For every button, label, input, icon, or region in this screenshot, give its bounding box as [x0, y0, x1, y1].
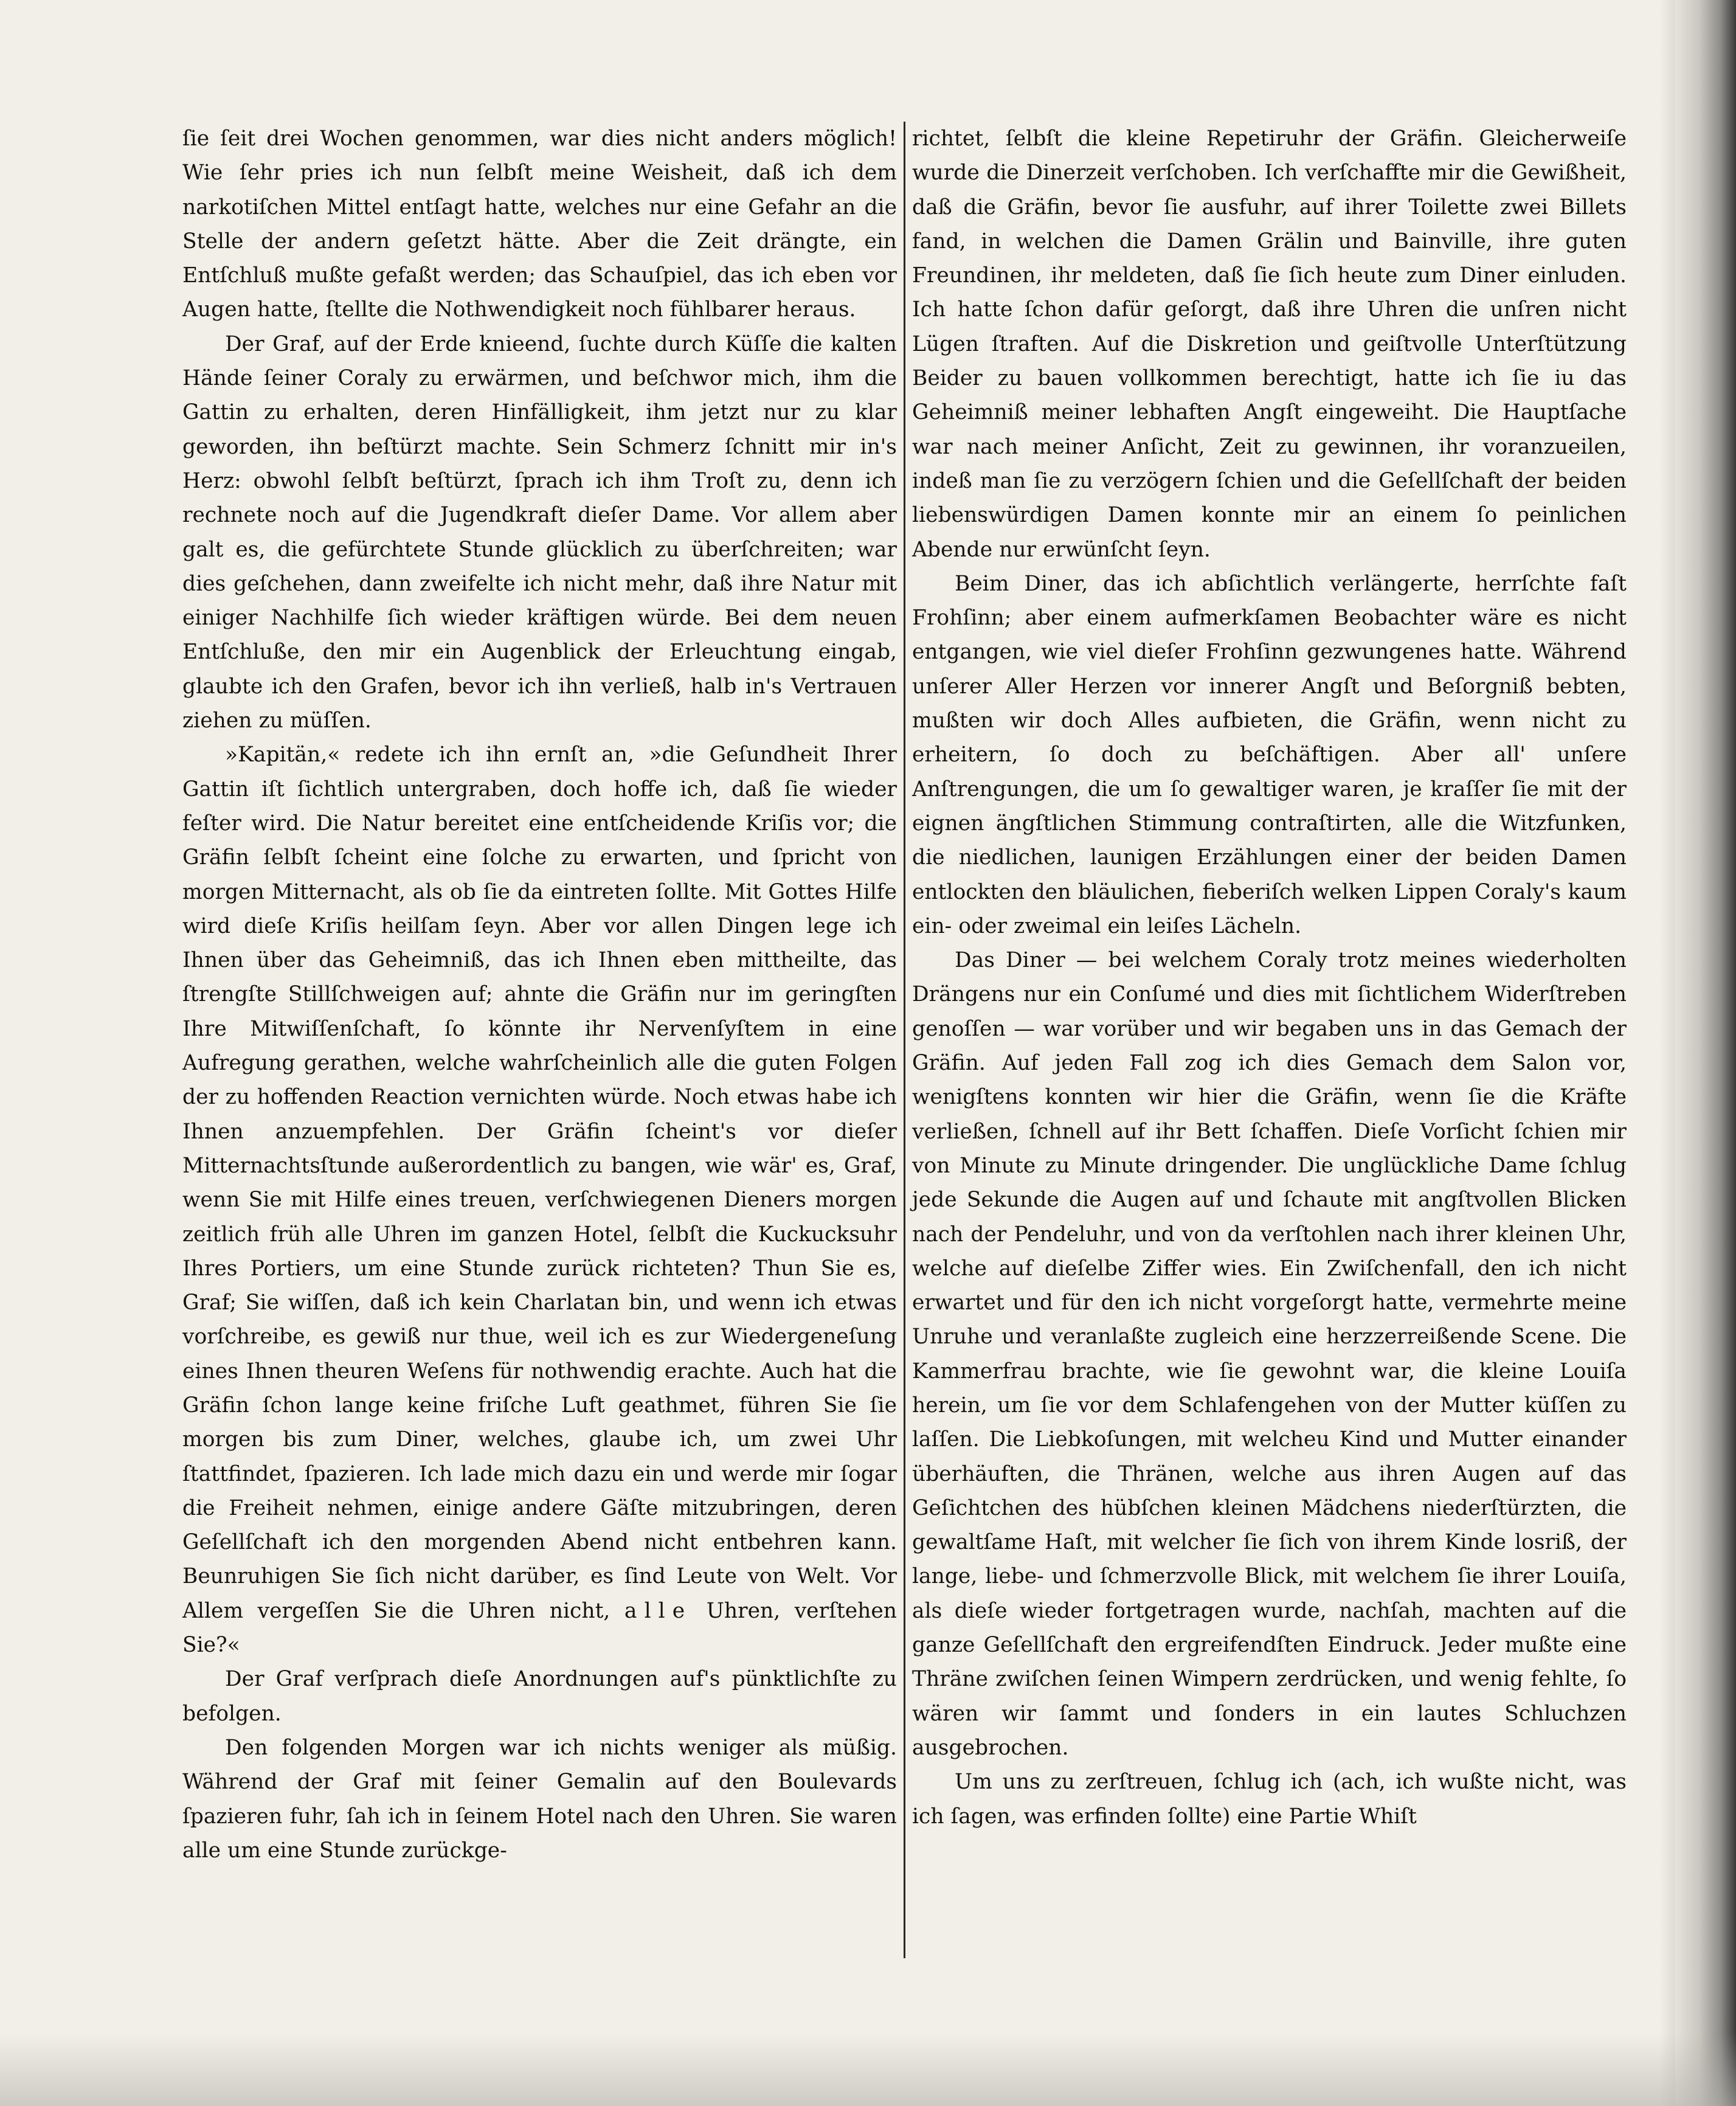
- paragraph: Den folgenden Morgen war ich nichts weniger als müßig. Während der Graf mit ſeiner Gemalin auf den Boulevards ſpazieren fuhr, ſah ich in ſeinem Hotel nach den Uhren. Sie waren alle um eine Stunde zurückge-: [182, 1735, 897, 1863]
- paragraph: richtet, ſelbſt die kleine Repetiruhr der Gräfin. Gleicherweiſe wurde die Dinerzeit verſchoben. Ich verſchaffte mir die Gewißheit, daß die Gräfin, bevor ſie ausfuhr, auf ihrer Toilette zwei Billets fand, in welchen die Damen Grälin und Bainville, ihre guten Freundinen, ihr meldeten, daß ſie ſich heute zum Diner einluden. Ich hatte ſchon dafür geſorgt, daß ihre Uhren die unſren nicht Lügen ſtraften. Auf die Diskretion und geiſtvolle Unterſtützung Beider zu bauen vollkommen berechtigt, hatte ich ſie iu das Geheimniß meiner lebhaften Angſt eingeweiht. Die Hauptſache war nach meiner Anſicht, Zeit zu gewinnen, ihr voranzueilen, indeß man ſie zu verzögern ſchien und die Geſellſchaft der beiden liebenswürdigen Damen konnte mir an einem ſo peinlichen Abende nur erwünſcht ſeyn.: [912, 126, 1627, 562]
- paragraph: Das Diner — bei welchem Coraly trotz meines wiederholten Drängens nur ein Conſumé und dies mit ſichtlichem Widerſtreben genoſſen — war vorüber und wir begaben uns in das Gemach der Gräfin. Auf jeden Fall zog ich dies Gemach dem Salon vor, wenigſtens konnten wir hier die Gräfin, wenn ſie die Kräfte verließen, ſchnell auf ihr Bett ſchaffen. Dieſe Vorſicht ſchien mir von Minute zu Minute dringender. Die unglückliche Dame ſchlug jede Sekunde die Augen auf und ſchaute mit angſtvollen Blicken nach der Pendeluhr, und von da verſtohlen nach ihrer kleinen Uhr, welche auf dieſelbe Ziffer wies. Ein Zwiſchenfall, den ich nicht erwartet und für den ich nicht vorgeſorgt hatte, vermehrte meine Unruhe und veranlaßte zugleich eine herzzerreißende Scene. Die Kammerfrau brachte, wie ſie gewohnt war, die kleine Louiſa herein, um ſie vor dem Schlafengehen von der Mutter küſſen zu laſſen. Die Liebkoſungen, mit welcheu Kind und Mutter einander überhäuften, die Thränen, welche aus ihren Augen auf das Geſichtchen des hübſchen kleinen Mädchens niederſtürzten, die gewaltſame Haſt, mit welcher ſie ſich von ihrem Kinde losriß, der lange, liebe- und ſchmerzvolle Blick, mit welchem ſie ihrer Louiſa, als dieſe wieder fortgetragen wurde, nachſah, machten auf die ganze Geſellſchaft den ergreifendſten Eindruck. Jeder mußte eine Thräne zwiſchen ſeinen Wimpern zerdrücken, und wenig fehlte, ſo wären wir ſammt und ſonders in ein lautes Schluchzen ausgebrochen.: [912, 948, 1627, 1760]
- column-divider: [904, 122, 905, 1958]
- paragraph: Um uns zu zerſtreuen, ſchlug ich (ach, ich wußte nicht, was ich ſagen, was erfinden ſollte) eine Partie Whiſt: [912, 1770, 1627, 1829]
- page-edge-shadow: [1675, 0, 1736, 2106]
- left-column: [182, 122, 897, 1868]
- paragraph-text: »Kapitän,« redete ich ihn ernſt an, »die Geſundheit Ihrer Gattin iſt ſichtlich untergraben, doch hoffe ich, daß ſie wieder feſter wird. Die Natur bereitet eine entſcheidende Kriſis vor; die Gräfin ſelbſt ſcheint eine ſolche zu erwarten, und ſpricht von morgen Mitternacht, als ob ſie da eintreten ſollte. Mit Gottes Hilfe wird dieſe Kriſis heilſam ſeyn. Aber vor allen Dingen lege ich Ihnen über das Geheimniß, das ich Ihnen eben mittheilte, das ſtrengſte Stillſchweigen auf; ahnte die Gräfin nur im geringſten Ihre Mitwiſſenſchaft, ſo könnte ihr Nervenſyſtem in eine Aufregung gerathen, welche wahrſcheinlich alle die guten Folgen der zu hoffenden Reaction vernichten würde. Noch etwas habe ich Ihnen anzuempfehlen. Der Gräfin ſcheint's vor dieſer Mitternachtsſtunde außerordentlich zu bangen, wie wär' es, Graf, wenn Sie mit Hilfe eines treuen, verſchwiegenen Dieners morgen zeitlich früh alle Uhren im ganzen Hotel, ſelbſt die Kuckucksuhr Ihres Portiers, um eine Stunde zurück richteten? Thun Sie es, Graf; Sie wiſſen, daß ich kein Charlatan bin, und wenn ich etwas vorſchreibe, es gewiß nur thue, weil ich es zur Wiedergeneſung eines Ihnen theuren Weſens für nothwendig erachte. Auch hat die Gräfin ſchon lange keine friſche Luft geathmet, führen Sie ſie morgen bis zum Diner, welches, glaube ich, um zwei Uhr ſtattfindet, ſpazieren. Ich lade mich dazu ein und werde mir ſogar die Freiheit nehmen, einige andere Gäſte mitzubringen, deren Geſellſchaft ich den morgenden Abend nicht entbehren kann. Beunruhigen Sie ſich nicht darüber, es ſind Leute von Welt. Vor Allem vergeſſen Sie die Uhren nicht,: [182, 743, 897, 1623]
- right-column: [912, 122, 1627, 1834]
- paragraph: Der Graf verſprach dieſe Anordnungen auf's pünktlichſte zu befolgen.: [182, 1667, 897, 1726]
- paragraph: Beim Diner, das ich abſichtlich verlängerte, herrſchte faſt Frohſinn; aber einem aufmerkſamen Beobachter wäre es nicht entgangen, wie viel dieſer Frohſinn gezwungenes hatte. Während unſerer Aller Herzen vor innerer Angſt und Beſorgniß bebten, mußten wir doch Alles aufbieten, die Gräfin, wenn nicht zu erheitern, ſo doch zu beſchäftigen. Aber all' unſere Anſtrengungen, die um ſo gewaltiger waren, je kraſſer ſie mit der eignen ängſtlichen Stimmung contraſtirten, alle die Witzfunken, die niedlichen, launigen Erzählungen einer der beiden Damen entlockten den bläulichen, fieberiſch welken Lippen Coraly's kaum ein- oder zweimal ein leiſes Lächeln.: [912, 571, 1627, 938]
- paragraph-text: Uhren, verſtehen Sie?«: [182, 1598, 897, 1658]
- paragraph: [182, 738, 897, 1662]
- paragraph: ſie ſeit drei Wochen genommen, war dies nicht anders möglich! Wie ſehr pries ich nun ſelbſt meine Weisheit, daß ich dem narkotiſchen Mittel entſagt hatte, welches nur eine Gefahr an die Stelle der andern geſetzt hätte. Aber die Zeit drängte, ein Entſchluß mußte gefaßt werden; das Schauſpiel, das ich eben vor Augen hatte, ſtellte die Nothwendigkeit noch fühlbarer heraus.: [182, 126, 897, 322]
- page-gutter: [1659, 0, 1675, 2106]
- bottom-edge-shadow: [0, 2033, 1736, 2106]
- emphasized-word: alle: [624, 1598, 693, 1623]
- paragraph: Der Graf, auf der Erde knieend, ſuchte durch Küſſe die kalten Hände ſeiner Coraly zu erwärmen, und beſchwor mich, ihm die Gattin zu erhalten, deren Hinfälligkeit, ihm jetzt nur zu klar geworden, ihn beſtürzt machte. Sein Schmerz ſchnitt mir in's Herz: obwohl ſelbſt beſtürzt, ſprach ich ihm Troſt zu, denn ich rechnete noch auf die Jugendkraft dieſer Dame. Vor allem aber galt es, die gefürchtete Stunde glücklich zu überſchreiten; war dies geſchehen, dann zweifelte ich nicht mehr, daß ihre Natur mit einiger Nachhilfe ſich wieder kräftigen würde. Bei dem neuen Entſchluße, den mir ein Augenblick der Erleuchtung eingab, glaubte ich den Grafen, bevor ich ihn verließ, halb in's Vertrauen ziehen zu müſſen.: [182, 331, 897, 733]
